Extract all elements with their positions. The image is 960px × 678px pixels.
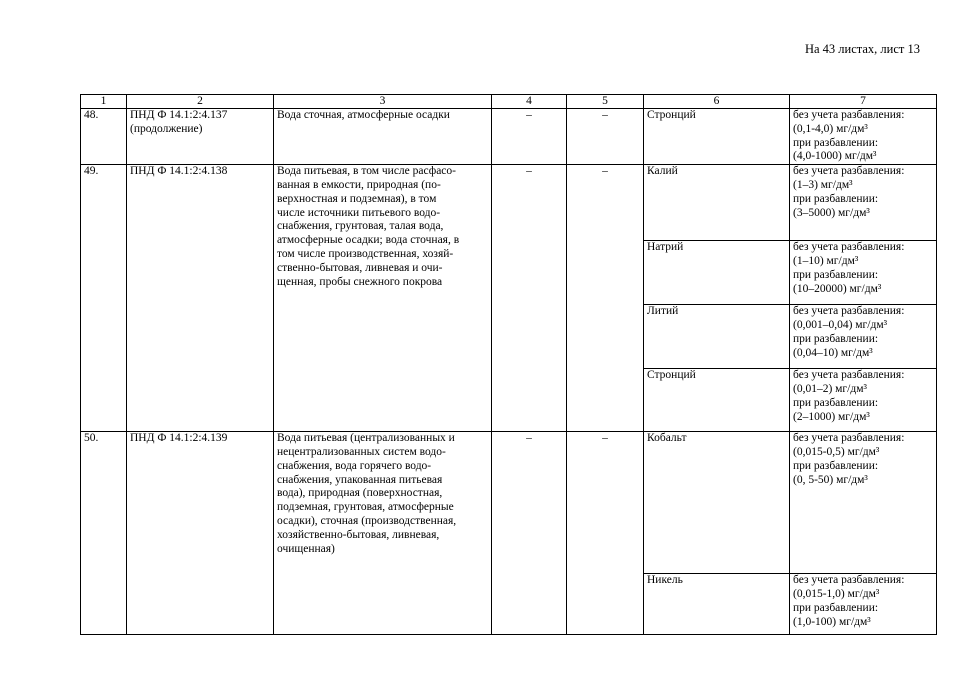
- column-header-7: 7: [790, 95, 937, 109]
- range-cell: без учета разбавления: (0,01–2) мг/дм³ при разбавлении: (2–1000) мг/дм³: [790, 369, 937, 432]
- col5-value: –: [567, 109, 644, 165]
- column-number-row: [81, 95, 937, 109]
- sheet-label: На 43 листах, лист 13: [804, 42, 920, 56]
- table-row: [81, 432, 937, 574]
- object-description: Вода питьевая, в том числе расфасо- ванная в емкости, природная (по- верхностная и подземная), в том числе источники питьевого водо- снабжения, грунтовая, талая вода, атмосферные осадки; вода сточная, в том числе производственная, хозяй- ственно-бытовая, ливневая и очи- щенная, пробы снежного покрова: [274, 165, 492, 432]
- range-cell: без учета разбавления: (0,1-4,0) мг/дм³ при разбавлении: (4,0-1000) мг/дм³: [790, 109, 937, 165]
- element-name: Натрий: [644, 241, 790, 305]
- element-name: Стронций: [644, 109, 790, 165]
- table-row: [81, 165, 937, 241]
- column-header-1: 1: [81, 95, 127, 109]
- element-name: Стронций: [644, 369, 790, 432]
- range-cell: без учета разбавления: (0,015-0,5) мг/дм³ при разбавлении: (0, 5-50) мг/дм³: [790, 432, 937, 574]
- element-name: Калий: [644, 165, 790, 241]
- method-code: ПНД Ф 14.1:2:4.137 (продолжение): [127, 109, 274, 165]
- range-cell: без учета разбавления: (1–10) мг/дм³ при разбавлении: (10–20000) мг/дм³: [790, 241, 937, 305]
- method-code: ПНД Ф 14.1:2:4.138: [127, 165, 274, 432]
- range-cell: без учета разбавления: (0,001–0,04) мг/дм³ при разбавлении: (0,04–10) мг/дм³: [790, 305, 937, 369]
- range-cell: без учета разбавления: (0,015-1,0) мг/дм³ при разбавлении: (1,0-100) мг/дм³: [790, 574, 937, 635]
- column-header-2: 2: [127, 95, 274, 109]
- col4-value: –: [492, 109, 567, 165]
- element-name: Никель: [644, 574, 790, 635]
- object-description: Вода питьевая (централизованных и нецентрализованных систем водо- снабжения, вода горячего водо- снабжения, упакованная питьевая вода), природная (поверхностная, подземная, грунтовая, атмосферные осадки), сточная (производственная, хозяйственно-бытовая, ливневая, очищенная): [274, 432, 492, 635]
- element-name: Кобальт: [644, 432, 790, 574]
- column-header-5: 5: [567, 95, 644, 109]
- col5-value: –: [567, 432, 644, 635]
- col4-value: –: [492, 432, 567, 635]
- range-cell: без учета разбавления: (1–3) мг/дм³ при разбавлении: (3–5000) мг/дм³: [790, 165, 937, 241]
- column-header-6: 6: [644, 95, 790, 109]
- column-header-4: 4: [492, 95, 567, 109]
- table-row: [81, 109, 937, 165]
- row-number: 50.: [81, 432, 127, 635]
- col4-value: –: [492, 165, 567, 432]
- object-description: Вода сточная, атмосферные осадки: [274, 109, 492, 165]
- col5-value: –: [567, 165, 644, 432]
- methods-table: [80, 94, 937, 635]
- element-name: Литий: [644, 305, 790, 369]
- row-number: 49.: [81, 165, 127, 432]
- method-code: ПНД Ф 14.1:2:4.139: [127, 432, 274, 635]
- column-header-3: 3: [274, 95, 492, 109]
- row-number: 48.: [81, 109, 127, 165]
